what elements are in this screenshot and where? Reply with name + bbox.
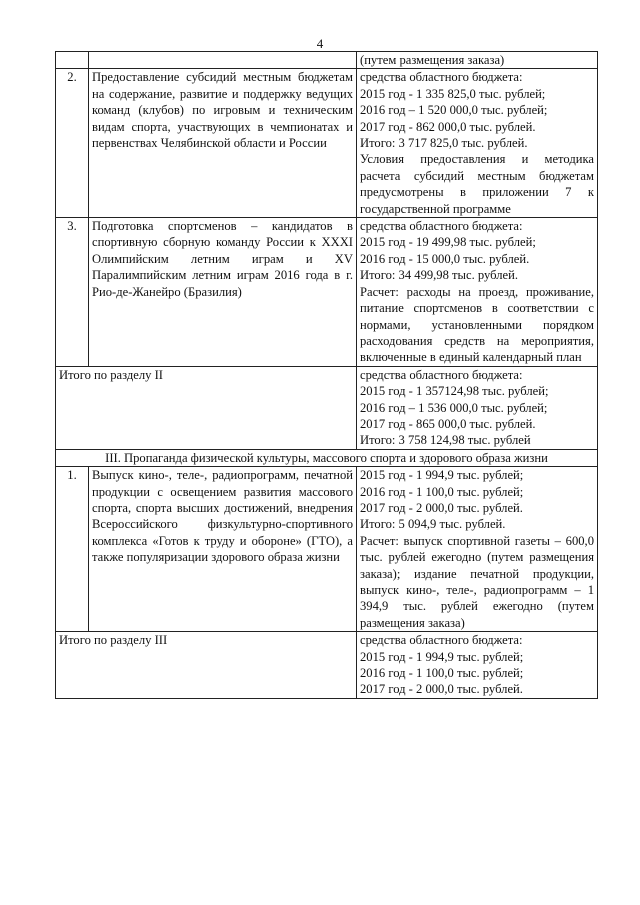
- item-number: 1.: [56, 467, 89, 632]
- table-row-total-section-2: [56, 366, 598, 449]
- funding-line: 2016 год - 1 100,0 тыс. рублей;: [360, 484, 524, 499]
- funding-line: 2017 год - 2 000,0 тыс. рублей.: [360, 500, 523, 515]
- item-name: Выпуск кино-, теле-, радиопрограмм, печатной продукции с освещением развития массового спорта, спорта высших достижений, внедрения Всероссийского физкультурно-спортивного комплекса «Готов к труду и обороне» (ГТО), а также популяризации здорового образа жизни: [89, 467, 357, 632]
- total-label: Итого по разделу III: [56, 632, 357, 699]
- funding-line: 2016 год - 1 100,0 тыс. рублей;: [360, 666, 524, 681]
- funding-line: средства областного бюджета:: [360, 70, 523, 85]
- item-number: 2.: [56, 69, 89, 218]
- funding-cell: [357, 69, 598, 218]
- num-cell: [56, 52, 89, 69]
- funding-line: 2016 год - 15 000,0 тыс. рублей.: [360, 251, 530, 266]
- program-table: [55, 51, 598, 699]
- funding-note: Расчет: расходы на проезд, проживание, питание спортсменов в соответствии с нормами, установленными порядком расходования средств на мероприятия, включенные в единый календарный план: [360, 284, 594, 365]
- funding-line: Итого: 5 094,9 тыс. рублей.: [360, 517, 506, 532]
- total-label: Итого по разделу II: [56, 366, 357, 449]
- funding-line: 2016 год – 1 536 000,0 тыс. рублей;: [360, 400, 548, 415]
- funding-line: 2017 год - 865 000,0 тыс. рублей.: [360, 416, 536, 431]
- funding-line: 2015 год - 19 499,98 тыс. рублей;: [360, 235, 536, 250]
- name-cell: [89, 52, 357, 69]
- section-heading-row: [56, 449, 598, 466]
- funding-line: 2015 год - 1 994,9 тыс. рублей;: [360, 649, 524, 664]
- funding-line: Итого: 3 758 124,98 тыс. рублей: [360, 433, 531, 448]
- funding-cell: [357, 218, 598, 367]
- funding-line: средства областного бюджета:: [360, 367, 523, 382]
- funding-line: 2015 год - 1 357124,98 тыс. рублей;: [360, 384, 549, 399]
- funding-line: 2015 год - 1 335 825,0 тыс. рублей;: [360, 86, 546, 101]
- table-row-item-2: [56, 69, 598, 218]
- table-row-continuation: [56, 52, 598, 69]
- funding-line: 2015 год - 1 994,9 тыс. рублей;: [360, 468, 524, 483]
- funding-note: Условия предоставления и методика расчета субсидий местным бюджетам предусмотрены в приложении 7 к государственной программе: [360, 152, 594, 216]
- funding-line: 2016 год – 1 520 000,0 тыс. рублей;: [360, 103, 548, 118]
- funding-line: 2017 год - 2 000,0 тыс. рублей.: [360, 682, 523, 697]
- page-number: 4: [316, 36, 324, 51]
- funding-line: средства областного бюджета:: [360, 219, 523, 234]
- item-name: Предоставление субсидий местным бюджетам на содержание, развитие и поддержку ведущих команд (клубов) по игровым и техническим видам спорта, участвующих в чемпионатах и первенствах Челябинской области и России: [89, 69, 357, 218]
- funding-line: Итого: 34 499,98 тыс. рублей.: [360, 268, 519, 283]
- table-row-item-3: [56, 218, 598, 367]
- funding-cell: [357, 632, 598, 699]
- funding-line: Итого: 3 717 825,0 тыс. рублей.: [360, 136, 528, 151]
- funding-line: средства областного бюджета:: [360, 633, 523, 648]
- funding-note: Расчет: выпуск спортивной газеты – 600,0 тыс. рублей ежегодно (путем размещения заказа); издание печатной продукции, выпуск кино-, теле-, радиопрограмм – 1 394,9 тыс. рублей ежегодно (путем размещения заказа): [360, 533, 594, 630]
- item-name: Подготовка спортсменов – кандидатов в спортивную сборную команду России к XXXI Олимпийским летним играм и XV Паралимпийским летним играм 2016 года в г. Рио-де-Жанейро (Бразилия): [89, 218, 357, 367]
- section-3-title: III. Пропаганда физической культуры, массового спорта и здорового образа жизни: [56, 449, 598, 466]
- funding-cell: [357, 366, 598, 449]
- table-row-section-3-item-1: [56, 467, 598, 632]
- table-row-total-section-3: [56, 632, 598, 699]
- item-number: 3.: [56, 218, 89, 367]
- funding-cell: [357, 467, 598, 632]
- funding-cell: (путем размещения заказа): [357, 52, 598, 69]
- funding-line: 2017 год - 862 000,0 тыс. рублей.: [360, 119, 536, 134]
